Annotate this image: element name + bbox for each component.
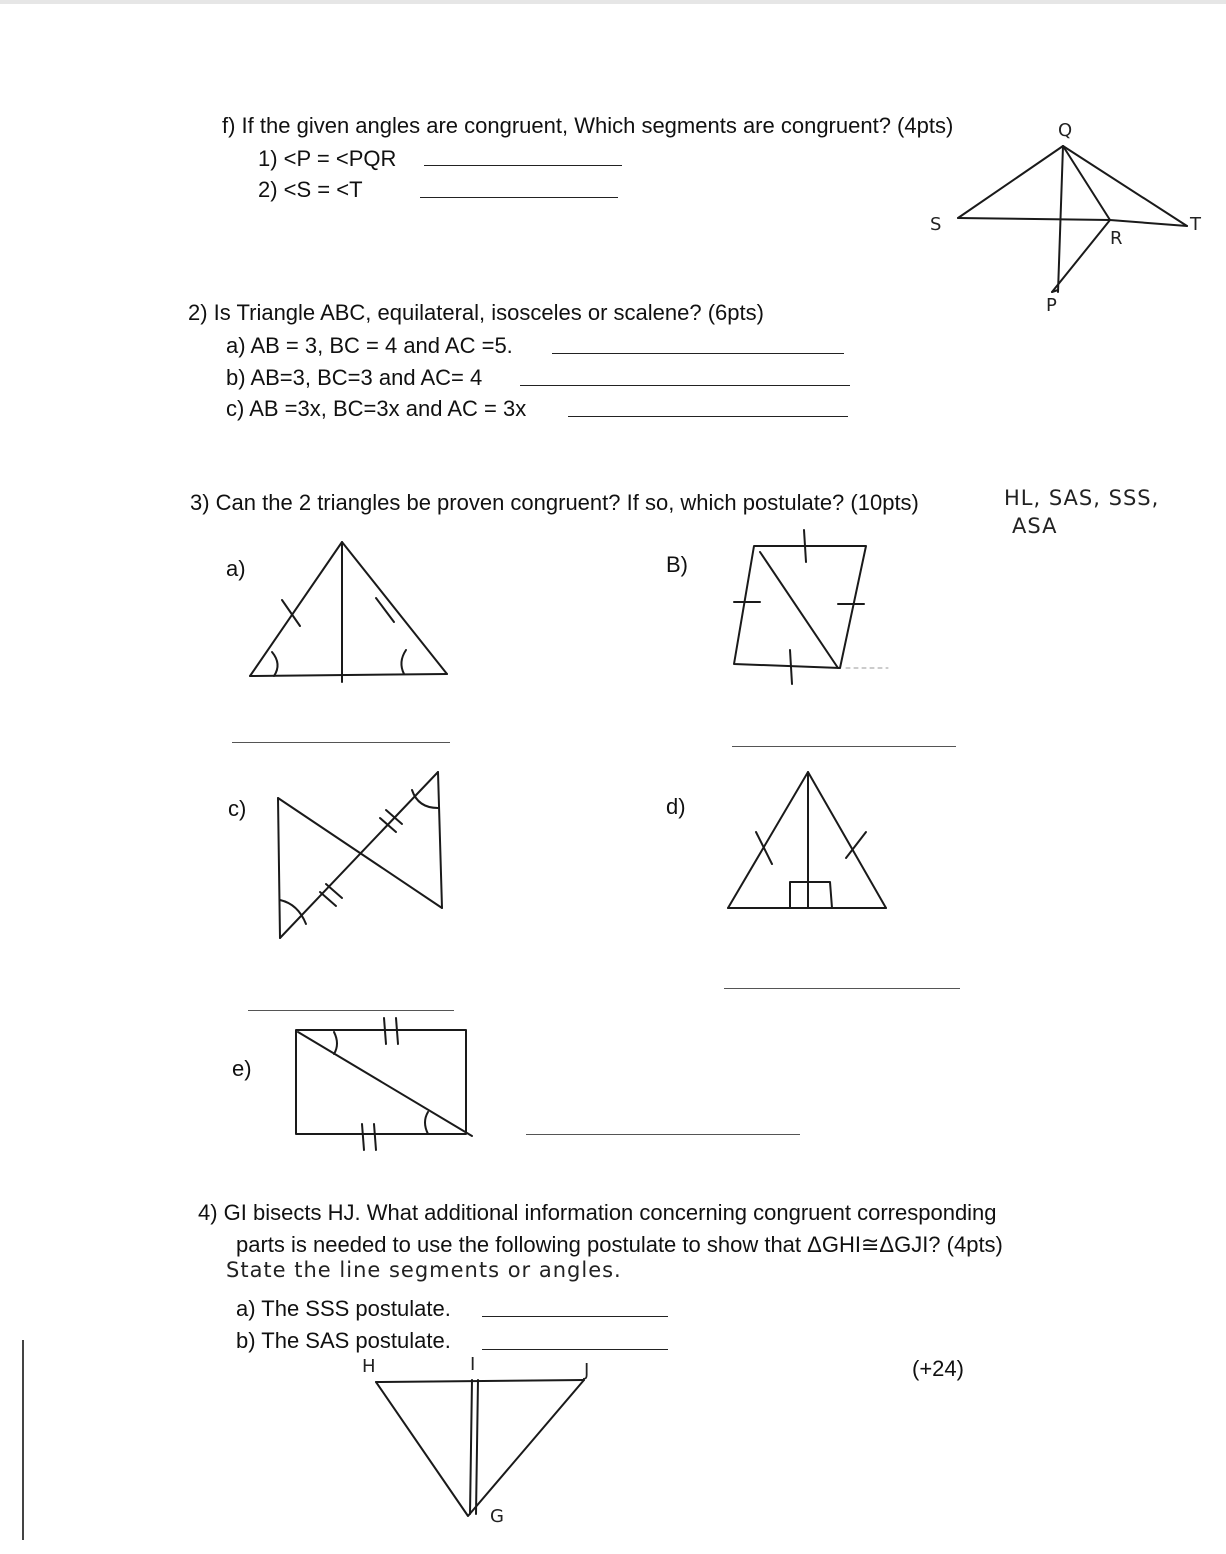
question-4-part-b: b) The SAS postulate. bbox=[236, 1328, 451, 1353]
label-3a: a) bbox=[226, 556, 246, 581]
point-label-g: G bbox=[490, 1506, 504, 1527]
scan-left-edge bbox=[22, 1340, 24, 1540]
label-3b: B) bbox=[666, 552, 688, 577]
point-label-i: I bbox=[470, 1354, 476, 1375]
point-label-t: T bbox=[1190, 214, 1201, 235]
question-2-part-c: c) AB =3x, BC=3x and AC = 3x bbox=[226, 396, 527, 421]
point-label-q: Q bbox=[1058, 120, 1073, 141]
label-3e: e) bbox=[232, 1056, 252, 1081]
question-f-prompt: f) If the given angles are congruent, Which segments are congruent? (4pts) bbox=[222, 113, 954, 138]
points-total: (+24) bbox=[912, 1356, 964, 1381]
question-f-item-1: 1) <P = <PQR bbox=[258, 146, 397, 171]
question-2-part-a: a) AB = 3, BC = 4 and AC =5. bbox=[226, 333, 513, 358]
point-label-r: R bbox=[1110, 228, 1123, 249]
question-f-item-2: 2) <S = <T bbox=[258, 177, 363, 202]
point-label-h: H bbox=[362, 1356, 376, 1377]
question-4-prompt-line1: 4) GI bisects HJ. What additional information concerning congruent corresponding bbox=[198, 1200, 997, 1225]
point-label-p: P bbox=[1046, 295, 1057, 316]
question-2-prompt: 2) Is Triangle ABC, equilateral, isosceles or scalene? (6pts) bbox=[188, 300, 764, 325]
point-label-j: J bbox=[584, 1360, 590, 1381]
handwritten-postulate-list-cont: ASA bbox=[1012, 514, 1058, 538]
label-3d: d) bbox=[666, 794, 686, 819]
question-2-part-b: b) AB=3, BC=3 and AC= 4 bbox=[226, 365, 483, 390]
handwritten-postulate-list: HL, SAS, SSS, bbox=[1004, 486, 1160, 510]
point-label-s: S bbox=[930, 214, 942, 235]
handwritten-instruction: State the line segments or angles. bbox=[226, 1258, 622, 1282]
question-4-part-a: a) The SSS postulate. bbox=[236, 1296, 451, 1321]
question-3-prompt: 3) Can the 2 triangles be proven congruent? If so, which postulate? (10pts) bbox=[190, 490, 919, 515]
question-4-prompt-line2: parts is needed to use the following postulate to show that ΔGHI≅ΔGJI? (4pts) bbox=[236, 1232, 1003, 1257]
label-3c: c) bbox=[228, 796, 247, 821]
